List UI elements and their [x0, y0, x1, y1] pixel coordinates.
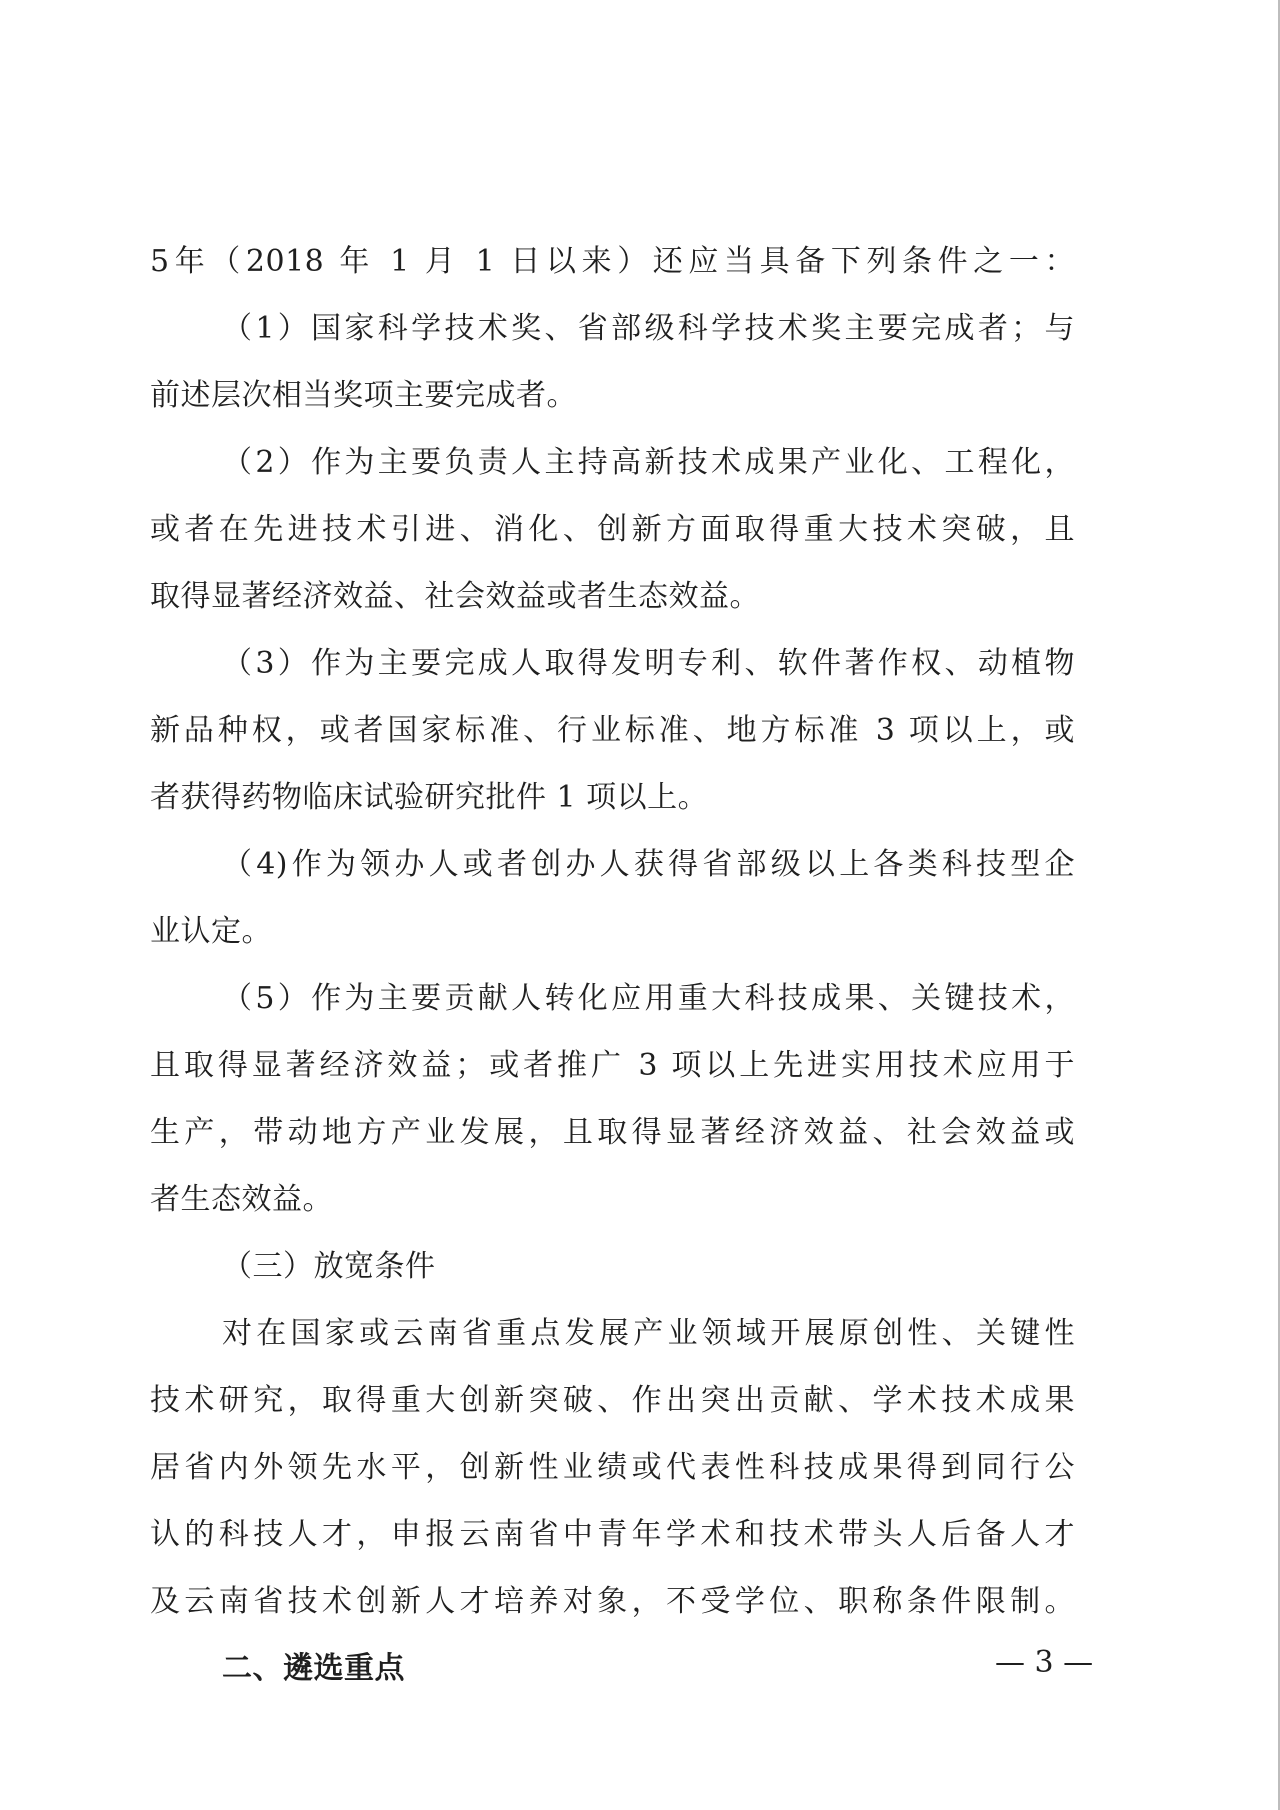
- text-line-19: 居省内外领先水平，创新性业绩或代表性科技成果得到同行公: [150, 1450, 1075, 1485]
- text-line-21: 及云南省技术创新人才培养对象，不受学位、职称条件限制。: [150, 1584, 1075, 1619]
- text-line-14: 生产，带动地方产业发展，且取得显著经济效益、社会效益或: [150, 1115, 1075, 1150]
- text-line-4: （2）作为主要负责人主持高新技术成果产业化、工程化，: [222, 445, 1075, 480]
- text-line-13: 且取得显著经济效益；或者推广 3 项以上先进实用技术应用于: [150, 1048, 1075, 1083]
- section-heading-relaxed-conditions: （三）放宽条件: [222, 1249, 436, 1284]
- text-line-18: 技术研究，取得重大创新突破、作出突出贡献、学术技术成果: [150, 1383, 1075, 1418]
- page-number: — 3 —: [995, 1645, 1094, 1680]
- text-line-5: 或者在先进技术引进、消化、创新方面取得重大技术突破，且: [150, 512, 1075, 547]
- text-line-17: 对在国家或云南省重点发展产业领域开展原创性、关键性: [222, 1316, 1075, 1351]
- text-line-20: 认的科技人才，申报云南省中青年学术和技术带头人后备人才: [150, 1517, 1075, 1552]
- text-line-7: （3）作为主要完成人取得发明专利、软件著作权、动植物: [222, 646, 1075, 681]
- text-line-11: 业认定。: [150, 914, 272, 949]
- text-line-3: 前述层次相当奖项主要完成者。: [150, 378, 577, 413]
- text-line-8: 新品种权，或者国家标准、行业标准、地方标准 3 项以上，或: [150, 713, 1075, 748]
- text-line-1: 5年（2018 年 1 月 1 日以来）还应当具备下列条件之一：: [150, 244, 1075, 279]
- text-line-10: （4)作为领办人或者创办人获得省部级以上各类科技型企: [222, 847, 1075, 882]
- text-line-6: 取得显著经济效益、社会效益或者生态效益。: [150, 579, 760, 614]
- text-line-2: （1）国家科学技术奖、省部级科学技术奖主要完成者；与: [222, 311, 1075, 346]
- text-line-15: 者生态效益。: [150, 1182, 333, 1217]
- text-line-12: （5）作为主要贡献人转化应用重大科技成果、关键技术，: [222, 981, 1075, 1016]
- document-page: [150, 228, 1075, 1702]
- section-heading-selection-focus: 二、遴选重点: [222, 1651, 405, 1686]
- text-line-9: 者获得药物临床试验研究批件 1 项以上。: [150, 780, 709, 815]
